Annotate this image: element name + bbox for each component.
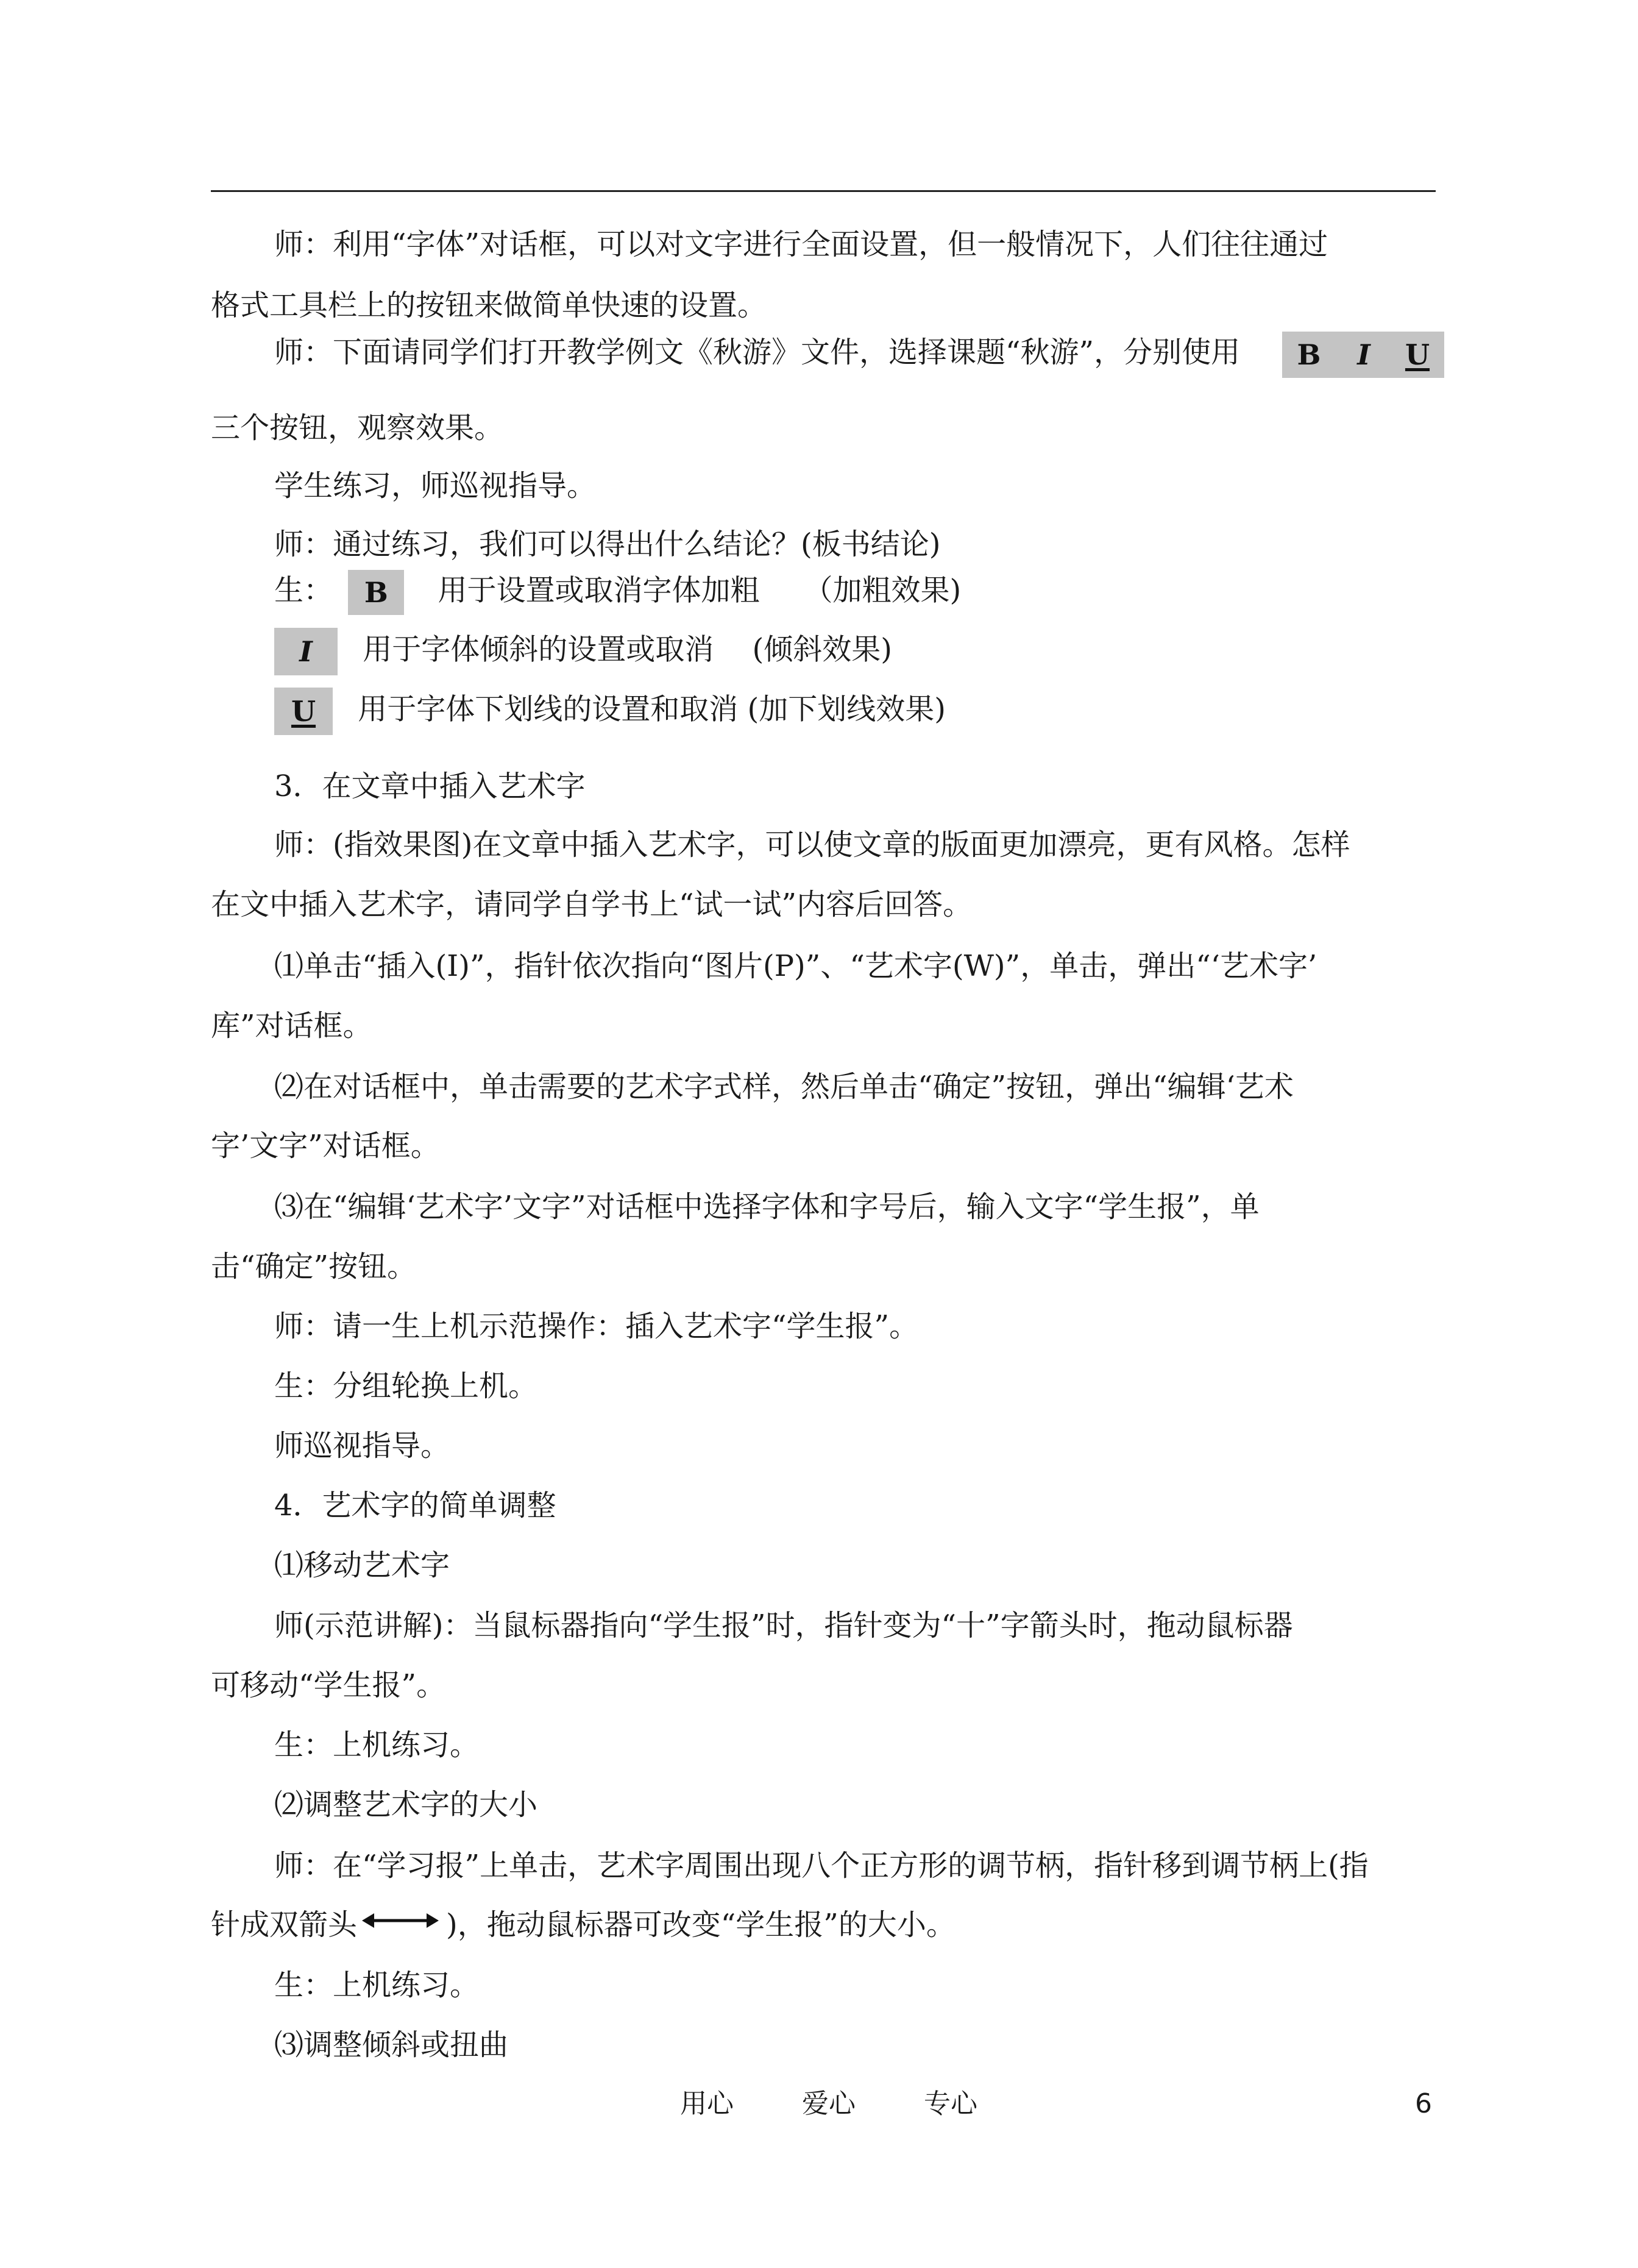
header-rule — [211, 190, 1436, 192]
paragraph-line: 学生练习，师巡视指导。 — [274, 469, 597, 503]
speaker-prefix: 生： — [274, 573, 333, 608]
paragraph-text: 针成双箭头 — [211, 1908, 358, 1942]
footer-motto: 用心 — [680, 2088, 734, 2119]
legend-text: 用于字体下划线的设置和取消 (加下划线效果) — [358, 692, 946, 727]
underline-icon: U — [291, 695, 316, 728]
paragraph-line: ⑵在对话框中，单击需要的艺术字式样，然后单击“确定”按钮，弹出“编辑‘艺术 — [274, 1070, 1294, 1104]
paragraph-line: 字’文字”对话框。 — [211, 1129, 440, 1163]
italic-icon: I — [299, 635, 313, 668]
paragraph-line: 师：利用“字体”对话框，可以对文字进行全面设置，但一般情况下，人们往往通过 — [274, 227, 1328, 261]
double-arrow-icon — [361, 1908, 440, 1933]
paragraph-line: 生：上机练习。 — [274, 1728, 480, 1762]
paragraph-line: 格式工具栏上的按钮来做简单快速的设置。 — [211, 288, 767, 322]
underline-button-image — [274, 688, 333, 735]
paragraph-line: 库”对话框。 — [211, 1009, 372, 1043]
bold-icon: B — [1297, 338, 1321, 371]
paragraph-line: 击“确定”按钮。 — [211, 1250, 417, 1284]
paragraph-line: 师巡视指导。 — [274, 1429, 450, 1463]
paragraph-line — [274, 334, 1240, 371]
bold-icon: B — [364, 576, 388, 609]
paragraph-line: 师：请一生上机示范操作：插入艺术字“学生报”。 — [274, 1309, 919, 1343]
paragraph-text: )，拖动鼠标器可改变“学生报”的大小。 — [446, 1908, 956, 1942]
legend-text: 用于设置或取消字体加粗 （加粗效果) — [438, 573, 962, 608]
paragraph-line: 师：在“学习报”上单击，艺术字周围出现八个正方形的调节柄，指针移到调节柄上(指 — [274, 1849, 1369, 1883]
section-heading: 4．艺术字的简单调整 — [274, 1488, 556, 1523]
italic-legend-line — [274, 628, 892, 675]
paragraph-line: 在文中插入艺术字，请同学自学书上“试一试”内容后回答。 — [211, 887, 973, 922]
paragraph-line: 生：分组轮换上机。 — [274, 1369, 538, 1403]
subsection-heading: ⑴移动艺术字 — [274, 1548, 450, 1582]
italic-icon: I — [1357, 338, 1370, 371]
subsection-heading: ⑵调整艺术字的大小 — [274, 1788, 538, 1822]
paragraph-line: 师：(指效果图)在文章中插入艺术字，可以使文章的版面更加漂亮，更有风格。怎样 — [274, 828, 1350, 862]
section-heading: 3．在文章中插入艺术字 — [274, 769, 586, 803]
footer-motto: 爱心 — [802, 2088, 856, 2119]
legend-text: 用于字体倾斜的设置或取消 (倾斜效果) — [363, 632, 892, 667]
paragraph-line — [211, 1907, 956, 1946]
paragraph-line: ⑴单击“插入(I)”，指针依次指向“图片(P)”、“艺术字(W)”，单击，弹出“‘艺术字’ — [274, 949, 1317, 983]
underline-icon: U — [1405, 338, 1430, 371]
paragraph-line: 生：上机练习。 — [274, 1968, 480, 2002]
footer-motto: 专心 — [924, 2088, 977, 2119]
bold-legend-line — [274, 570, 961, 615]
bold-button-image — [348, 570, 404, 615]
format-toolbar-image — [1282, 332, 1444, 378]
subsection-heading: ⑶调整倾斜或扭曲 — [274, 2028, 509, 2062]
paragraph-line: ⑶在“编辑‘艺术字’文字”对话框中选择字体和字号后，输入文字“学生报”，单 — [274, 1190, 1260, 1224]
paragraph-line: 师(示范讲解)：当鼠标器指向“学生报”时，指针变为“十”字箭头时，拖动鼠标器 — [274, 1609, 1293, 1643]
underline-legend-line — [274, 688, 946, 735]
paragraph-line: 三个按钮，观察效果。 — [211, 411, 504, 445]
paragraph-line: 师：通过练习，我们可以得出什么结论？(板书结论) — [274, 527, 941, 561]
paragraph-line: 可移动“学生报”。 — [211, 1668, 446, 1702]
page-number: 6 — [1415, 2088, 1432, 2119]
italic-button-image — [274, 628, 338, 675]
paragraph-text: 师：下面请同学们打开教学例文《秋游》文件，选择课题“秋游”，分别使用 — [274, 335, 1241, 369]
